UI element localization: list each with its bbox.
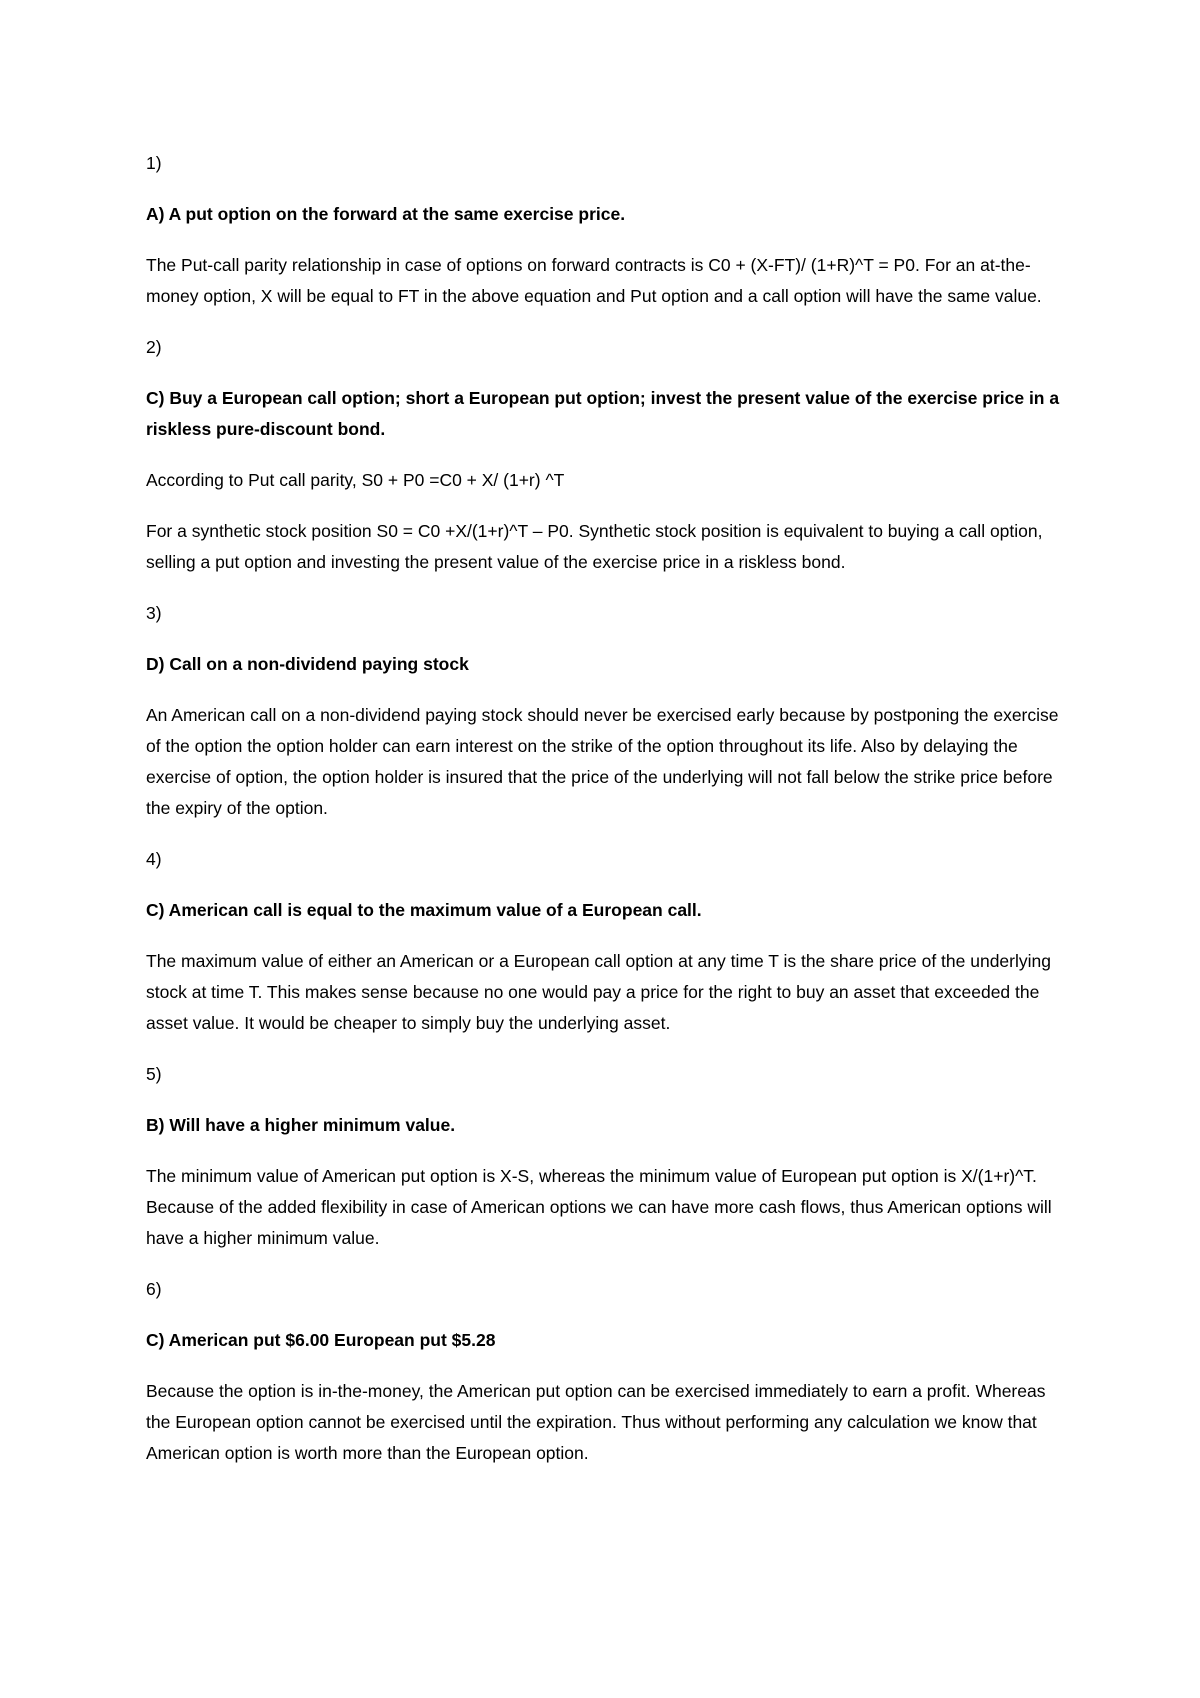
- question-block: [146, 598, 1066, 824]
- question-number: 5): [146, 1064, 162, 1084]
- question-block: [146, 332, 1066, 578]
- explanation-paragraph: For a synthetic stock position S0 = C0 +X/(1+r)^T – P0. Synthetic stock position is equivalent to buying a call option, selling a put option and investing the present value of the exercise price in a riskless bond.: [146, 521, 1043, 572]
- document-body: [146, 148, 1066, 1489]
- explanation-paragraph: An American call on a non-dividend paying stock should never be exercised early because by postponing the exercise of the option the option holder can earn interest on the strike of the option throughout its life. Also by delaying the exercise of option, the option holder is insured that the price of the underlying will not fall below the strike price before the expiry of the option.: [146, 705, 1059, 818]
- answer-choice: C) American call is equal to the maximum value of a European call.: [146, 900, 702, 920]
- question-number: 6): [146, 1279, 162, 1299]
- question-number: 2): [146, 337, 162, 357]
- explanation-paragraph: The maximum value of either an American or a European call option at any time T is the share price of the underlying stock at time T. This makes sense because no one would pay a price for the right to buy an asset that exceeded the asset value. It would be cheaper to simply buy the underlying asset.: [146, 951, 1051, 1033]
- question-block: [146, 844, 1066, 1039]
- answer-choice: B) Will have a higher minimum value.: [146, 1115, 456, 1135]
- explanation-paragraph: Because the option is in-the-money, the American put option can be exercised immediately to earn a profit. Whereas the European option cannot be exercised until the expiration. Thus without performing any calculation we know that American option is worth more than the European option.: [146, 1381, 1046, 1463]
- explanation-paragraph: The Put-call parity relationship in case of options on forward contracts is C0 + (X-FT)/ (1+R)^T = P0. For an at-the-money option, X will be equal to FT in the above equation and Put option and a call option will have the same value.: [146, 255, 1042, 306]
- answer-choice: A) A put option on the forward at the same exercise price.: [146, 204, 626, 224]
- question-number: 1): [146, 153, 162, 173]
- explanation-paragraph: According to Put call parity, S0 + P0 =C0 + X/ (1+r) ^T: [146, 470, 565, 490]
- question-block: [146, 1059, 1066, 1254]
- explanation-paragraph: The minimum value of American put option is X-S, whereas the minimum value of European put option is X/(1+r)^T. Because of the added flexibility in case of American options we can have more cash flows, thus American options will have a higher minimum value.: [146, 1166, 1052, 1248]
- answer-choice: C) American put $6.00 European put $5.28: [146, 1330, 496, 1350]
- question-block: [146, 148, 1066, 312]
- question-number: 3): [146, 603, 162, 623]
- answer-choice: D) Call on a non-dividend paying stock: [146, 654, 469, 674]
- question-block: [146, 1274, 1066, 1469]
- question-number: 4): [146, 849, 162, 869]
- answer-choice: C) Buy a European call option; short a European put option; invest the present value of the exercise price in a riskless pure-discount bond.: [146, 388, 1060, 439]
